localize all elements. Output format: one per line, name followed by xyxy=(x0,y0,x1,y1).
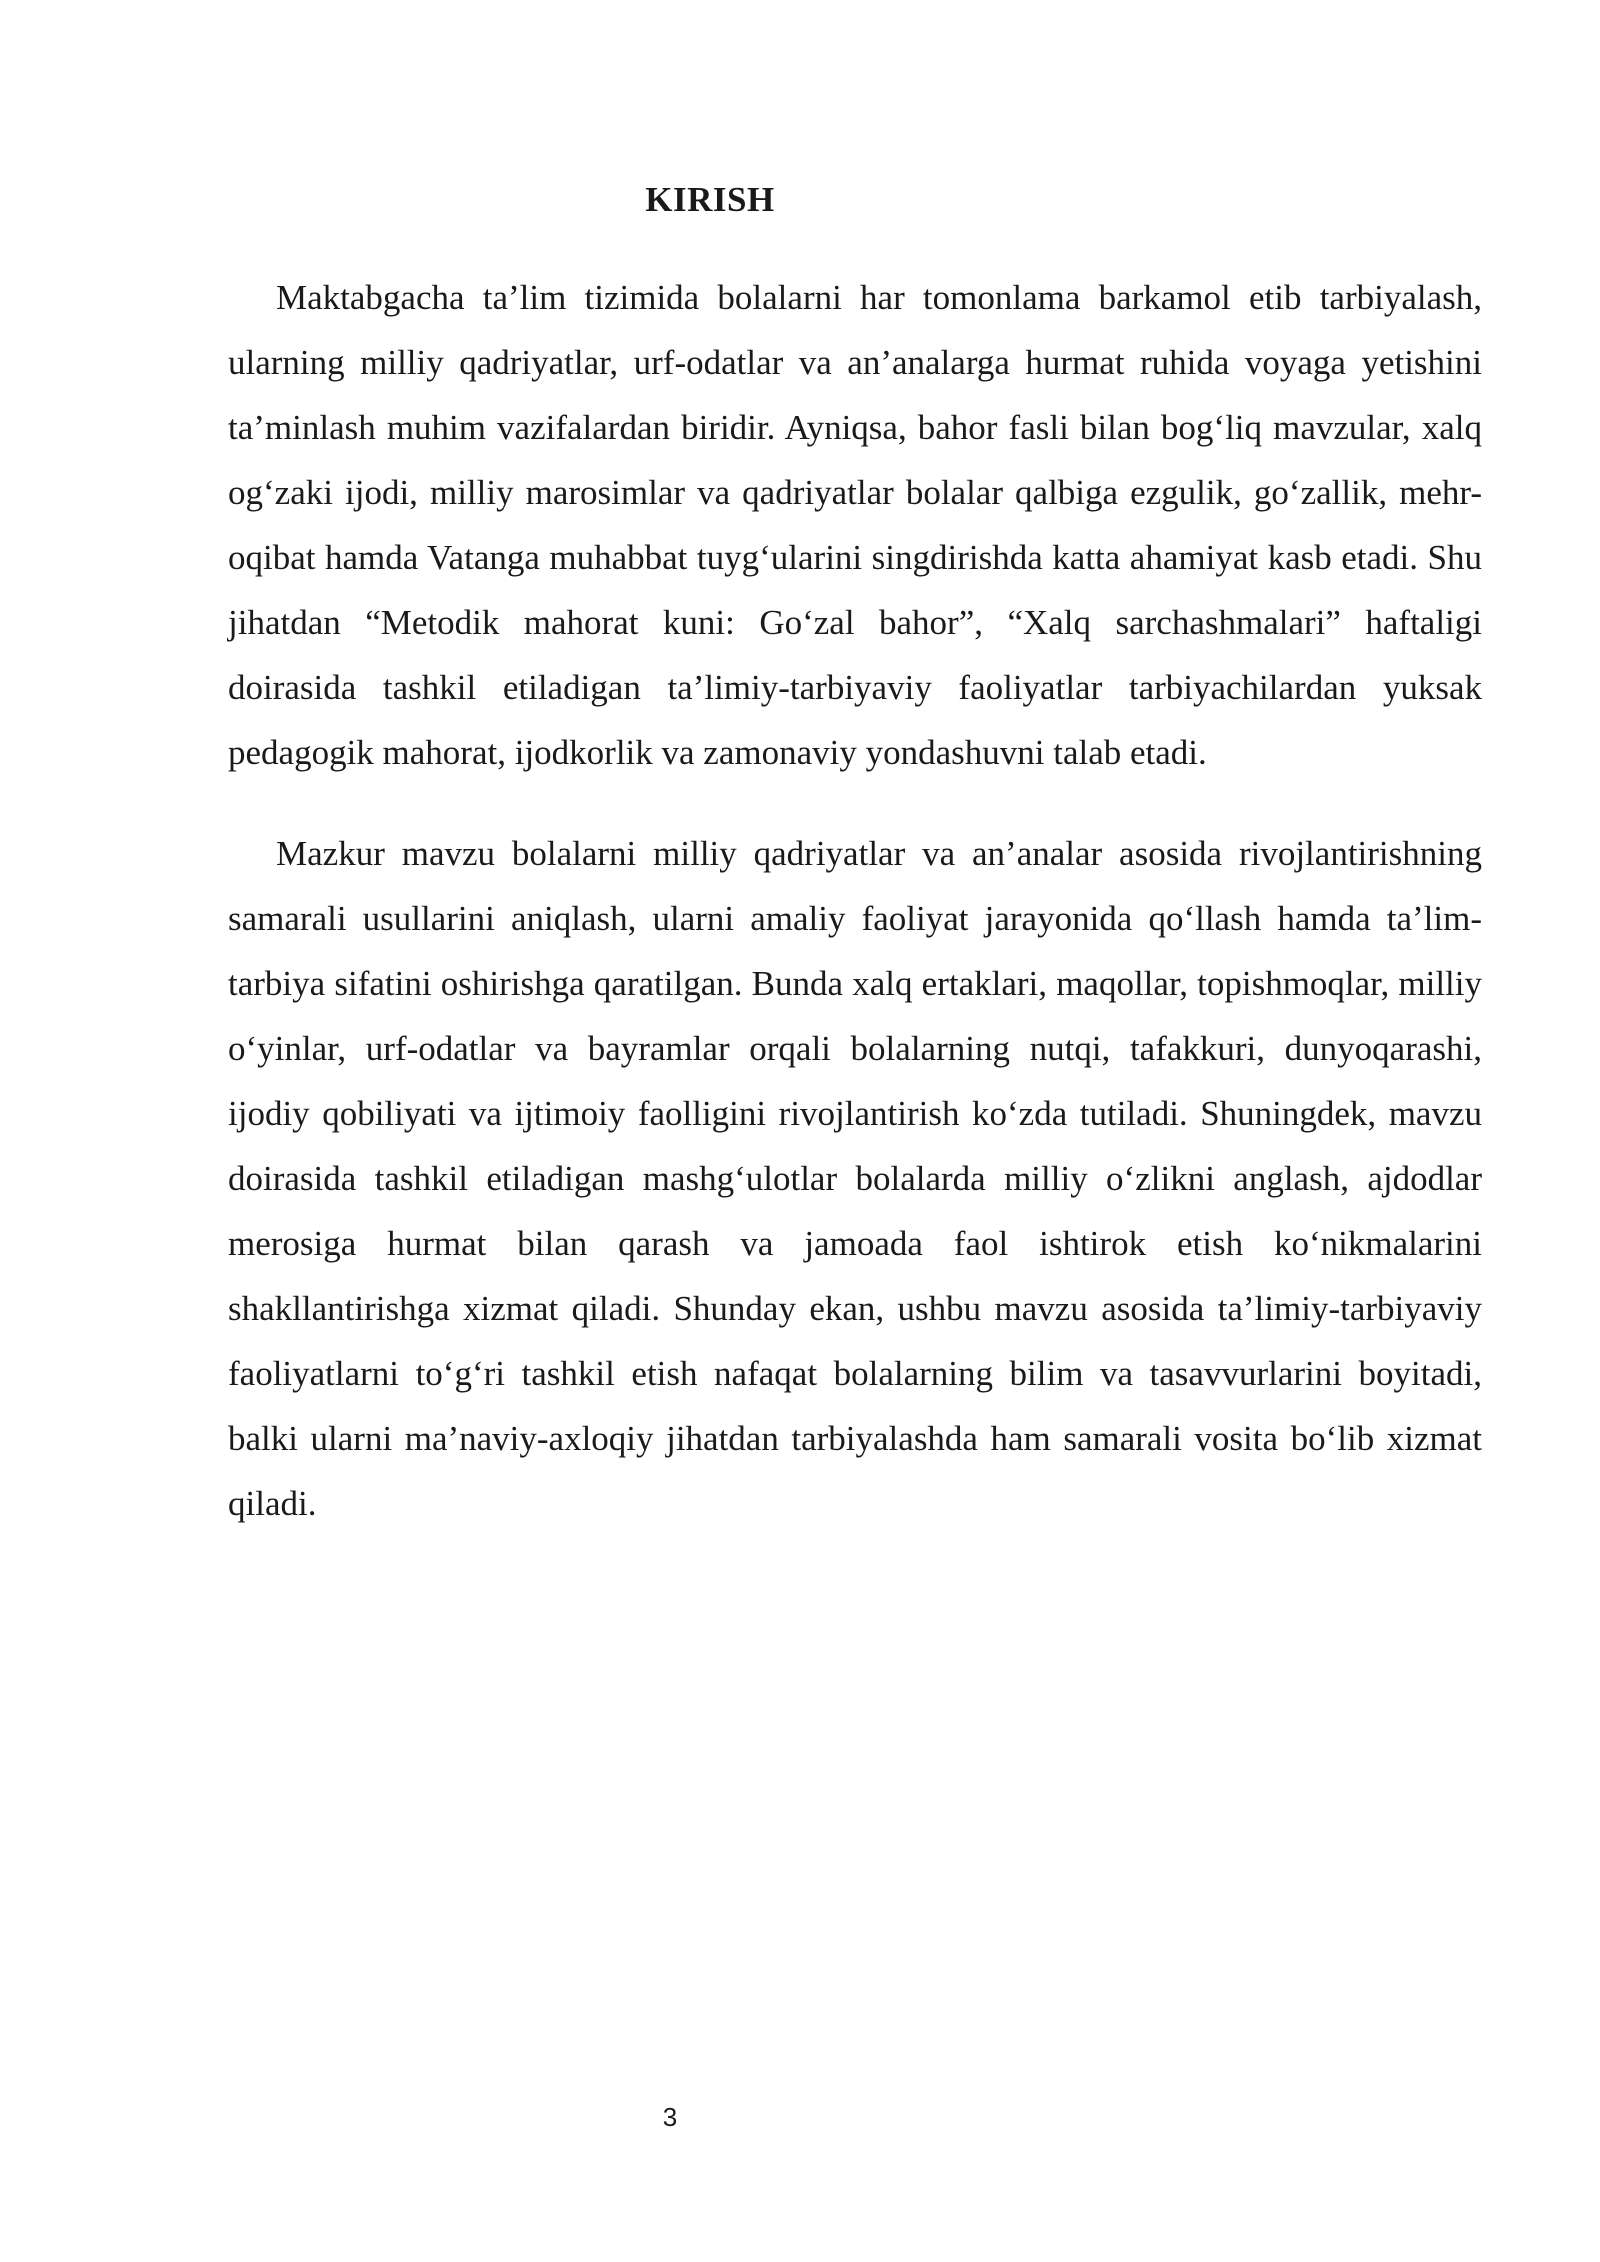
paragraph-1: Maktabgacha ta’lim tizimida bolalarni har tomonlama barkamol etib tarbiyalash, ularning milliy qadriyatlar, urf-odatlar va an’analarga hurmat ruhida voyaga yetishini ta’minlash muhim vazifalardan biridir. Ayniqsa, bahor fasli bilan bog‘liq mavzular, xalq og‘zaki ijodi, milliy marosimlar va qadriyatlar bolalar qalbiga ezgulik, go‘zallik, mehr-oqibat hamda Vatanga muhabbat tuyg‘ularini singdirishda katta ahamiyat kasb etadi. Shu jihatdan “Metodik mahorat kuni: Go‘zal bahor”, “Xalq sarchashmalari” haftaligi doirasida tashkil etiladigan ta’limiy-tarbiyaviy faoliyatlar tarbiyachilardan yuksak pedagogik mahorat, ijodkorlik va zamonaviy yondashuvni talab etadi. xyxy=(228,278,1482,772)
page-number: 3 xyxy=(662,2102,678,2132)
body-text xyxy=(228,265,1482,1572)
page-title: KIRISH xyxy=(645,180,775,219)
paragraph-2: Mazkur mavzu bolalarni milliy qadriyatlar va an’analar asosida rivojlantirishning samarali usullarini aniqlash, ularni amaliy faoliyat jarayonida qo‘llash hamda ta’lim-tarbiya sifatini oshirishga qaratilgan. Bunda xalq ertaklari, maqollar, topishmoqlar, milliy o‘yinlar, urf-odatlar va bayramlar orqali bolalarning nutqi, tafakkuri, dunyoqarashi, ijodiy qobiliyati va ijtimoiy faolligini rivojlantirish ko‘zda tutiladi. Shuningdek, mavzu doirasida tashkil etiladigan mashg‘ulotlar bolalarda milliy o‘zlikni anglash, ajdodlar merosiga hurmat bilan qarash va jamoada faol ishtirok etish ko‘nikmalarini shakllantirishga xizmat qiladi. Shunday ekan, ushbu mavzu asosida ta’limiy-tarbiyaviy faoliyatlarni to‘g‘ri tashkil etish nafaqat bolalarning bilim va tasavvurlarini boyitadi, balki ularni ma’naviy-axloqiy jihatdan tarbiyalashda ham samarali vosita bo‘lib xizmat qiladi. xyxy=(228,834,1482,1523)
